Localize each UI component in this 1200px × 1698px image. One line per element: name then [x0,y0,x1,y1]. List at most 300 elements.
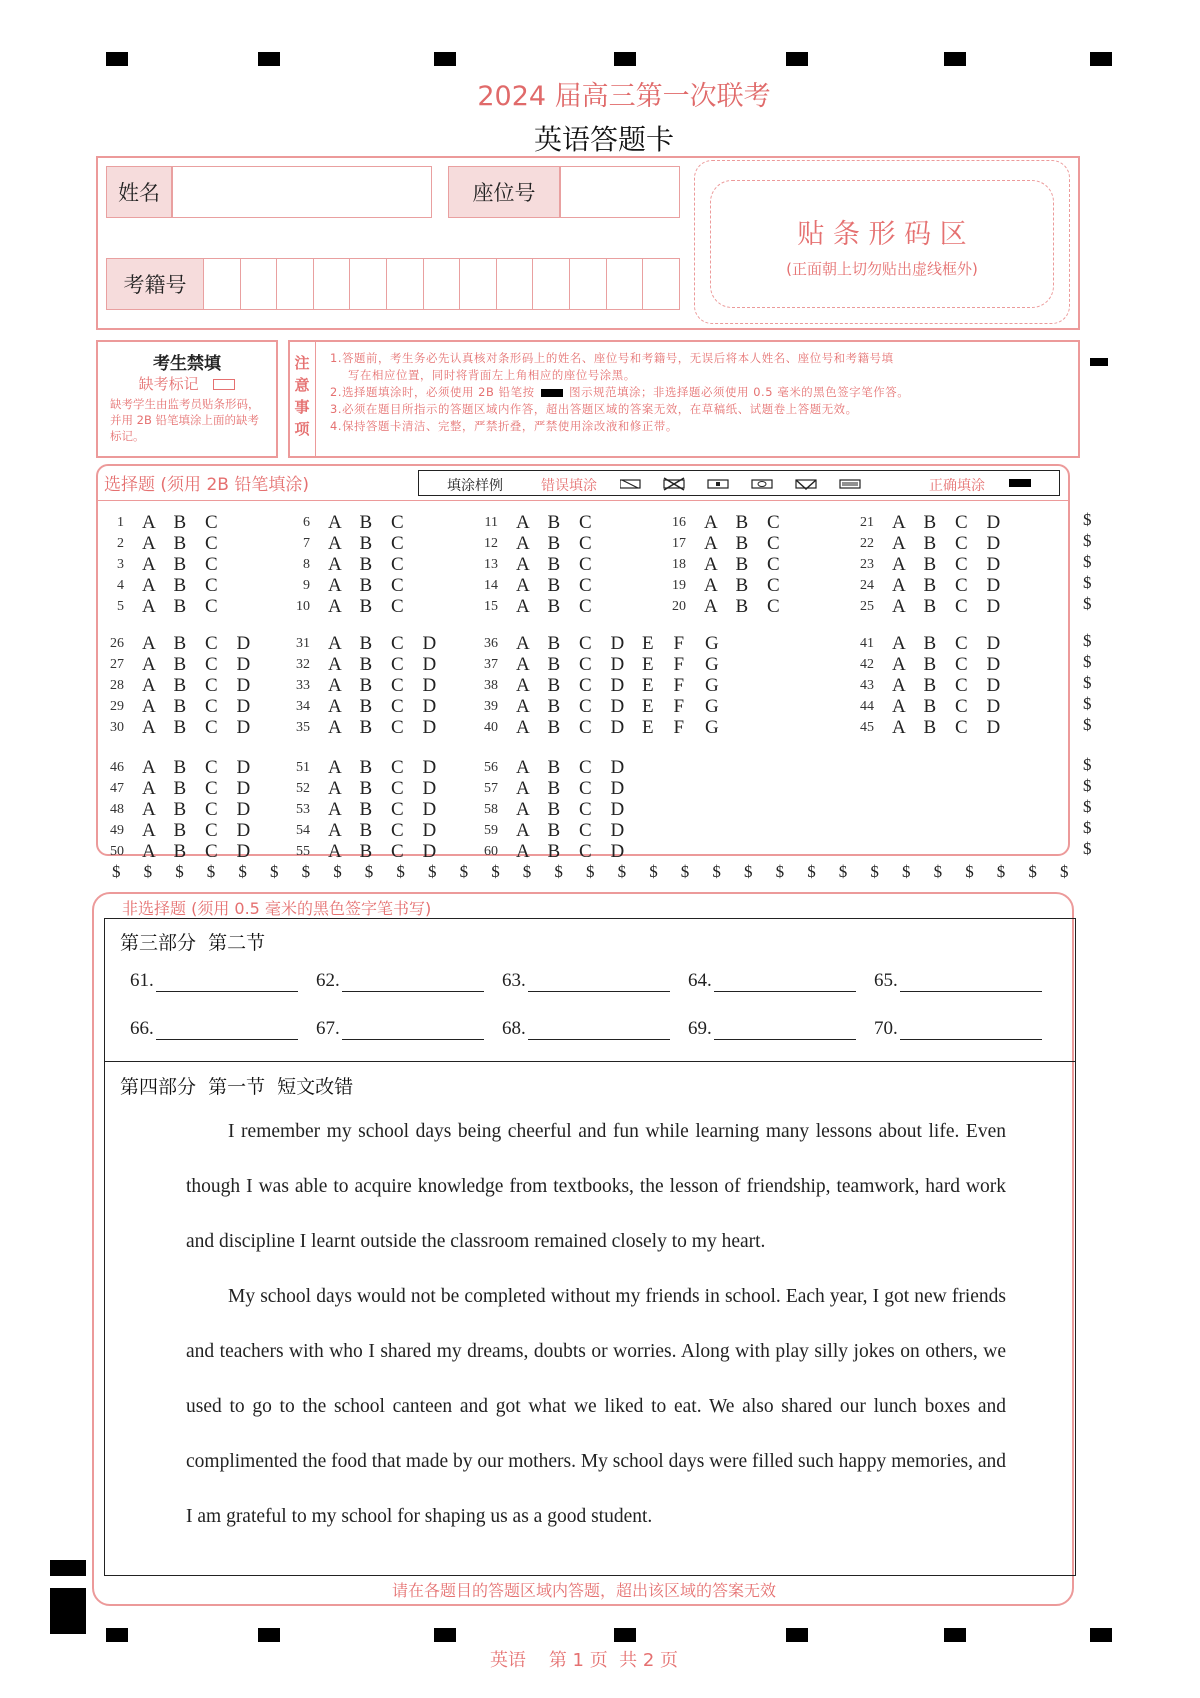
option-bubble[interactable]: D [986,654,1001,675]
option-bubble[interactable]: C [205,757,218,778]
exam-no-cell[interactable] [203,258,241,310]
option-bubble[interactable]: B [923,533,937,554]
option-bubble[interactable]: D [422,717,437,738]
option-bubble[interactable]: B [359,757,373,778]
option-bubble[interactable]: C [205,654,218,675]
option-bubble[interactable]: A [328,757,342,778]
option-bubble[interactable]: A [142,554,156,575]
question-number: 17 [672,536,686,551]
option-bubble[interactable]: B [547,596,561,617]
exam-no-cell[interactable] [642,258,680,310]
option-bubble[interactable]: B [547,575,561,596]
option-bubble[interactable]: A [516,757,530,778]
option-bubble[interactable]: D [610,799,625,820]
timing-mark [614,1628,636,1642]
option-bubble[interactable]: B [173,533,187,554]
option-bubble[interactable]: B [547,841,561,862]
absent-mark-row [96,373,278,394]
option-bubble[interactable]: C [579,533,592,554]
option-bubble[interactable]: A [892,533,906,554]
option-bubble[interactable]: B [359,596,373,617]
question-number: 39 [484,699,498,714]
question-number: 26 [110,636,124,651]
option-bubble[interactable]: C [767,533,780,554]
question-number: 5 [117,599,124,614]
option-bubble[interactable]: A [142,575,156,596]
question-number: 23 [860,557,874,572]
option-bubble[interactable]: B [547,554,561,575]
option-bubble[interactable]: A [892,696,906,717]
option-bubble[interactable]: C [205,533,218,554]
option-bubble[interactable]: C [579,820,592,841]
exam-no-cell[interactable] [386,258,424,310]
option-bubble[interactable]: C [391,654,404,675]
option-bubble[interactable]: C [391,554,404,575]
option-bubble[interactable]: B [735,512,749,533]
option-bubble[interactable]: B [547,512,561,533]
option-bubble[interactable]: F [673,633,685,654]
option-bubble[interactable]: C [579,778,592,799]
option-bubble[interactable]: A [516,554,530,575]
option-bubble[interactable]: B [359,533,373,554]
option-bubble[interactable]: C [391,757,404,778]
option-bubble[interactable]: D [422,696,437,717]
option-bubble[interactable]: D [610,633,625,654]
option-bubble[interactable]: D [610,841,625,862]
option-bubble[interactable]: D [610,654,625,675]
option-bubble[interactable]: D [236,717,251,738]
option-bubble[interactable]: B [547,654,561,675]
option-bubble[interactable]: B [359,841,373,862]
option-bubble[interactable]: A [704,533,718,554]
dollar-mark: $ [1083,652,1092,671]
option-bubble[interactable]: C [391,841,404,862]
option-bubble[interactable]: A [328,533,342,554]
option-bubble[interactable]: C [955,533,968,554]
option-bubble[interactable]: D [986,533,1001,554]
option-bubble[interactable]: D [986,696,1001,717]
option-bubble[interactable]: A [892,575,906,596]
option-bubble[interactable]: A [142,841,156,862]
dollar-mark: $ [1083,755,1092,774]
option-bubble[interactable]: A [142,717,156,738]
option-bubble[interactable]: C [205,841,218,862]
option-bubble[interactable]: B [547,696,561,717]
exam-no-cell[interactable] [532,258,570,310]
option-bubble[interactable]: A [892,717,906,738]
option-bubble[interactable]: A [142,675,156,696]
option-bubble[interactable]: F [673,654,685,675]
option-bubble[interactable]: C [767,512,780,533]
option-bubble[interactable]: A [516,820,530,841]
option-bubble[interactable]: A [328,512,342,533]
option-bubble[interactable]: B [547,820,561,841]
option-bubble[interactable]: B [923,654,937,675]
option-bubble[interactable]: E [642,654,654,675]
option-bubble[interactable]: D [422,757,437,778]
option-bubble[interactable]: D [986,512,1001,533]
option-bubble[interactable]: C [205,717,218,738]
option-bubble[interactable]: A [142,778,156,799]
option-bubble[interactable]: D [236,654,251,675]
option-bubble[interactable]: A [892,554,906,575]
option-bubble[interactable]: C [391,799,404,820]
answer-area-note: 请在各题目的答题区域内答题，超出该区域的答案无效 [391,1581,776,1600]
exam-no-cell[interactable] [423,258,461,310]
exam-no-cell[interactable] [569,258,607,310]
option-bubble[interactable]: A [142,696,156,717]
blank-66[interactable] [130,1018,298,1040]
question-number: 58 [484,802,498,817]
note-item-2 [330,384,1075,401]
option-bubble[interactable]: C [391,575,404,596]
blank-64[interactable] [688,970,856,992]
option-bubble[interactable]: A [516,841,530,862]
option-bubble[interactable]: F [673,717,685,738]
option-bubble[interactable]: C [955,696,968,717]
option-bubble[interactable]: A [516,575,530,596]
question-number: 14 [484,578,498,593]
option-bubble[interactable]: D [610,757,625,778]
option-bubble[interactable]: D [422,654,437,675]
option-bubble[interactable]: A [516,696,530,717]
option-bubble[interactable]: A [516,675,530,696]
option-bubble[interactable]: B [547,778,561,799]
option-bubble[interactable]: B [923,696,937,717]
option-bubble[interactable]: C [767,554,780,575]
option-bubble[interactable]: A [516,717,530,738]
option-bubble[interactable]: D [610,675,625,696]
option-bubble[interactable]: A [704,596,718,617]
option-bubble[interactable]: A [328,675,342,696]
option-bubble[interactable]: C [955,717,968,738]
option-bubble[interactable]: B [173,841,187,862]
option-bubble[interactable]: A [328,778,342,799]
option-bubble[interactable]: B [173,778,187,799]
option-bubble[interactable]: B [173,757,187,778]
option-bubble[interactable]: C [579,675,592,696]
option-bubble[interactable]: B [547,717,561,738]
exam-no-cell[interactable] [606,258,644,310]
timing-mark [614,52,636,66]
option-bubble[interactable]: B [359,717,373,738]
option-bubble[interactable]: D [986,675,1001,696]
option-bubble[interactable]: C [391,633,404,654]
option-bubble[interactable]: D [986,717,1001,738]
option-bubble[interactable]: D [610,820,625,841]
option-bubble[interactable]: C [205,596,218,617]
option-bubble[interactable]: C [391,512,404,533]
option-bubble[interactable]: C [579,717,592,738]
option-bubble[interactable]: A [328,820,342,841]
question-number: 32 [296,657,310,672]
option-bubble[interactable]: C [205,575,218,596]
option-bubble[interactable]: C [205,820,218,841]
option-bubble[interactable]: C [579,512,592,533]
option-bubble[interactable]: C [579,596,592,617]
option-bubble[interactable]: B [173,512,187,533]
option-bubble[interactable]: A [328,633,342,654]
option-bubble[interactable]: B [359,778,373,799]
option-bubble[interactable]: D [236,841,251,862]
option-bubble[interactable]: B [173,675,187,696]
option-bubble[interactable]: B [923,554,937,575]
option-bubble[interactable]: D [236,757,251,778]
option-bubble[interactable]: B [547,533,561,554]
option-bubble[interactable]: B [359,696,373,717]
option-bubble[interactable]: B [359,820,373,841]
blank-62[interactable] [316,970,484,992]
exam-no-cell[interactable] [349,258,387,310]
option-bubble[interactable]: C [391,696,404,717]
option-bubble[interactable]: D [236,820,251,841]
option-bubble[interactable]: D [610,717,625,738]
option-bubble[interactable]: B [173,596,187,617]
blank-67[interactable] [316,1018,484,1040]
option-bubble[interactable]: F [673,675,685,696]
option-bubble[interactable]: C [955,654,968,675]
timing-mark [786,52,808,66]
option-bubble[interactable]: C [391,533,404,554]
option-bubble[interactable]: A [704,554,718,575]
option-bubble[interactable]: C [955,512,968,533]
option-bubble[interactable]: B [359,654,373,675]
option-bubble[interactable]: D [986,554,1001,575]
option-bubble[interactable]: E [642,633,654,654]
option-bubble[interactable]: C [205,633,218,654]
option-bubble[interactable]: C [767,575,780,596]
option-bubble[interactable]: C [579,799,592,820]
option-bubble[interactable]: A [516,799,530,820]
name-field[interactable] [172,166,432,218]
blank-label: 62. [316,970,340,991]
option-bubble[interactable]: B [735,554,749,575]
option-bubble[interactable]: G [705,717,719,738]
option-bubble[interactable]: D [986,633,1001,654]
exam-no-cell[interactable] [240,258,278,310]
option-bubble[interactable]: C [955,575,968,596]
option-bubble[interactable]: G [705,654,719,675]
option-bubble[interactable]: D [422,778,437,799]
option-bubble[interactable]: D [236,633,251,654]
option-bubble[interactable]: A [516,633,530,654]
option-bubble[interactable]: C [205,799,218,820]
option-bubble[interactable]: G [705,633,719,654]
option-bubble[interactable]: A [328,717,342,738]
timing-mark [434,52,456,66]
option-bubble[interactable]: A [142,799,156,820]
option-bubble[interactable]: B [923,512,937,533]
option-bubble[interactable]: D [236,778,251,799]
blank-68[interactable] [502,1018,670,1040]
question-number: 45 [860,720,874,735]
option-bubble[interactable]: A [328,575,342,596]
option-bubble[interactable]: C [205,512,218,533]
name-label: 姓名 [106,166,172,218]
option-bubble[interactable]: C [205,554,218,575]
question-number: 27 [110,657,124,672]
blank-label: 66. [130,1018,154,1039]
option-bubble[interactable]: A [516,512,530,533]
question-number: 49 [110,823,124,838]
option-bubble[interactable]: B [173,554,187,575]
option-bubble[interactable]: B [173,575,187,596]
option-bubble[interactable]: B [547,799,561,820]
option-bubble[interactable]: C [955,596,968,617]
timing-mark [1090,52,1112,66]
option-bubble[interactable]: C [205,675,218,696]
option-bubble[interactable]: A [328,554,342,575]
blank-63[interactable] [502,970,670,992]
option-bubble[interactable]: C [579,696,592,717]
option-bubble[interactable]: B [923,675,937,696]
option-bubble[interactable]: B [735,575,749,596]
option-bubble[interactable]: B [359,554,373,575]
option-bubble[interactable]: A [142,654,156,675]
option-bubble[interactable]: B [359,799,373,820]
option-bubble[interactable]: D [610,778,625,799]
option-bubble[interactable]: B [173,799,187,820]
exam-no-grid[interactable] [204,258,680,310]
option-bubble[interactable]: B [735,596,749,617]
option-bubble[interactable]: E [642,696,654,717]
option-bubble[interactable]: A [328,696,342,717]
option-bubble[interactable]: F [673,696,685,717]
question-number: 41 [860,636,874,651]
wrong-label: 错误填涂 [541,478,597,494]
option-bubble[interactable]: A [892,633,906,654]
option-bubble[interactable]: D [422,820,437,841]
exam-no-cell[interactable] [459,258,497,310]
exam-no-cell[interactable] [313,258,351,310]
blank-label: 67. [316,1018,340,1039]
option-bubble[interactable]: A [516,654,530,675]
option-bubble[interactable]: B [359,512,373,533]
option-bubble[interactable]: D [422,633,437,654]
option-bubble[interactable]: E [642,675,654,696]
option-bubble[interactable]: B [359,633,373,654]
option-bubble[interactable]: B [173,654,187,675]
option-bubble[interactable]: C [391,596,404,617]
option-bubble[interactable]: G [705,696,719,717]
option-bubble[interactable]: A [516,778,530,799]
option-bubble[interactable]: A [328,654,342,675]
option-bubble[interactable]: D [986,575,1001,596]
option-bubble[interactable]: D [422,841,437,862]
option-bubble[interactable]: B [547,675,561,696]
blank-65[interactable] [874,970,1042,992]
option-bubble[interactable]: A [892,512,906,533]
option-bubble[interactable]: D [236,675,251,696]
option-bubble[interactable]: A [516,596,530,617]
option-bubble[interactable]: B [173,820,187,841]
option-bubble[interactable]: B [547,757,561,778]
option-bubble[interactable]: C [767,596,780,617]
option-bubble[interactable]: A [892,654,906,675]
option-bubble[interactable]: A [328,841,342,862]
option-bubble[interactable]: D [422,675,437,696]
option-bubble[interactable]: C [955,633,968,654]
dollar-mark: $ [396,862,405,881]
absent-mark-box[interactable] [213,379,235,390]
option-bubble[interactable]: C [391,675,404,696]
option-bubble[interactable]: C [579,633,592,654]
notes-side-char: 注 [294,354,310,372]
option-bubble[interactable]: C [955,554,968,575]
question-number: 7 [303,536,310,551]
exam-no-cell[interactable] [496,258,534,310]
option-bubble[interactable]: A [704,575,718,596]
option-bubble[interactable]: B [923,596,937,617]
option-bubble[interactable]: B [173,717,187,738]
option-bubble[interactable]: A [142,533,156,554]
option-bubble[interactable]: D [236,799,251,820]
option-bubble[interactable]: A [142,512,156,533]
option-bubble[interactable]: B [173,696,187,717]
exam-no-cell[interactable] [276,258,314,310]
blank-70[interactable] [874,1018,1042,1040]
absent-mark-label: 缺考标记 [138,375,199,393]
option-bubble[interactable]: A [892,596,906,617]
option-bubble[interactable]: B [923,717,937,738]
option-bubble[interactable]: E [642,717,654,738]
option-bubble[interactable]: C [391,717,404,738]
question-number: 22 [860,536,874,551]
blank-61[interactable] [130,970,298,992]
option-bubble[interactable]: C [391,778,404,799]
choice-header-line [98,500,1068,501]
option-bubble[interactable]: C [579,841,592,862]
option-bubble[interactable]: B [735,533,749,554]
option-bubble[interactable]: D [236,696,251,717]
question-number: 48 [110,802,124,817]
dollar-mark: $ [1083,531,1092,550]
option-bubble[interactable]: A [142,757,156,778]
option-bubble[interactable]: C [391,820,404,841]
question-number: 59 [484,823,498,838]
option-bubble[interactable]: B [359,675,373,696]
blank-69[interactable] [688,1018,856,1040]
option-bubble[interactable]: C [579,757,592,778]
option-bubble[interactable]: A [142,820,156,841]
option-bubble[interactable]: G [705,675,719,696]
option-bubble[interactable]: C [579,654,592,675]
option-bubble[interactable]: B [173,633,187,654]
option-bubble[interactable]: D [610,696,625,717]
option-bubble[interactable]: A [704,512,718,533]
option-bubble[interactable]: D [986,596,1001,617]
option-bubble[interactable]: B [547,633,561,654]
option-bubble[interactable]: A [892,675,906,696]
option-bubble[interactable]: C [205,778,218,799]
dollar-mark: $ [1060,862,1069,881]
option-bubble[interactable]: A [516,533,530,554]
option-bubble[interactable]: B [923,633,937,654]
option-bubble[interactable]: A [142,633,156,654]
option-bubble[interactable]: C [205,696,218,717]
question-number: 54 [296,823,310,838]
option-bubble[interactable]: A [328,596,342,617]
option-bubble[interactable]: B [359,575,373,596]
option-bubble[interactable]: A [142,596,156,617]
option-bubble[interactable]: C [579,575,592,596]
option-bubble[interactable]: B [923,575,937,596]
option-bubble[interactable]: C [955,675,968,696]
seat-field[interactable] [560,166,680,218]
option-bubble[interactable]: C [579,554,592,575]
option-bubble[interactable]: D [422,799,437,820]
option-bubble[interactable]: A [328,799,342,820]
